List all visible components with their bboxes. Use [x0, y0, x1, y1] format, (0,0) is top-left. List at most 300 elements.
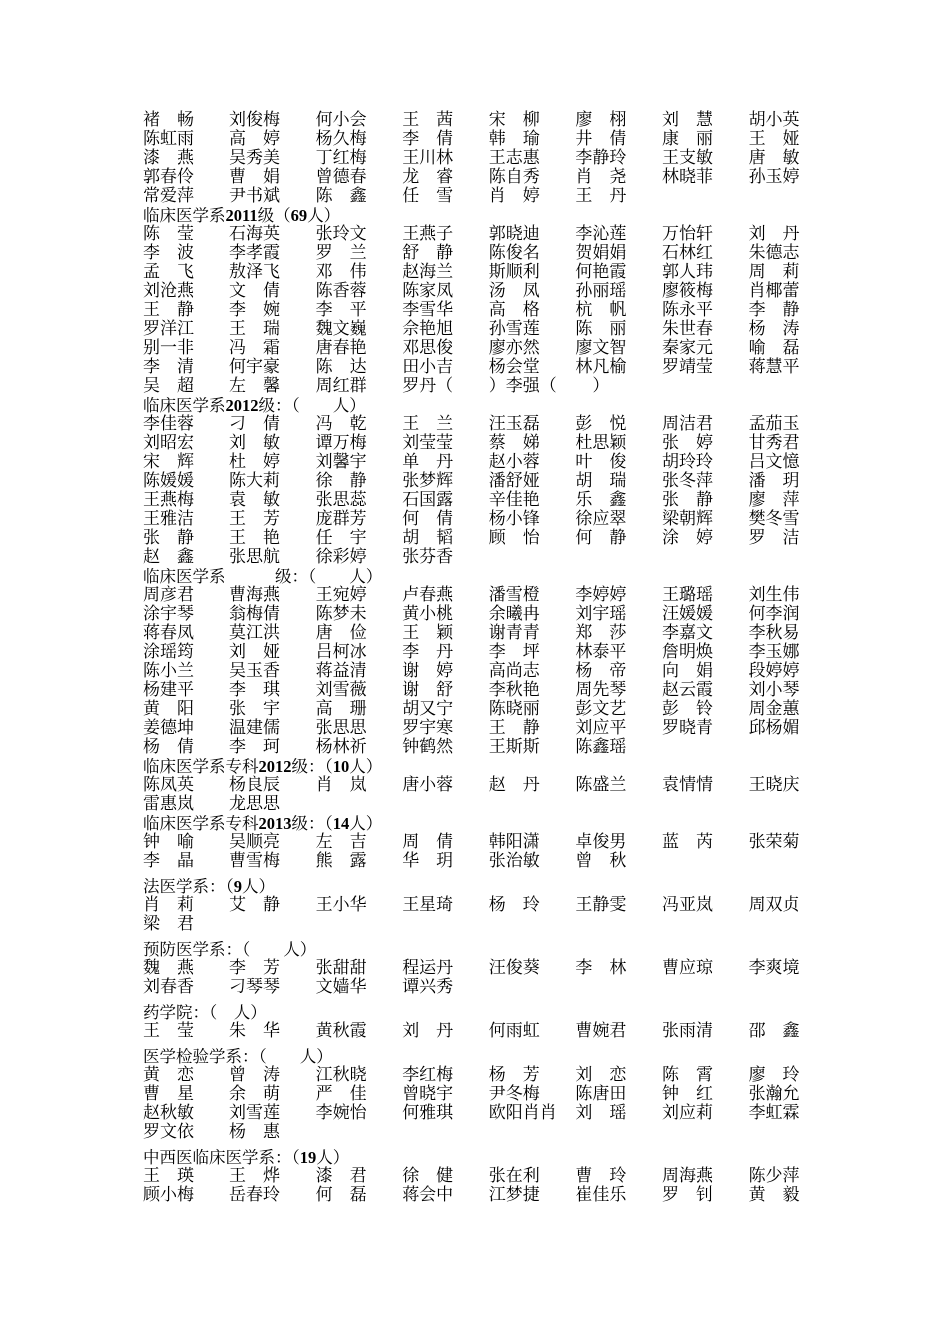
name-cell: 王璐瑶 [661, 585, 713, 605]
heading-suffix: 人） [316, 567, 383, 586]
name-row [143, 915, 813, 934]
name-cell: 张思航 [229, 547, 280, 567]
name-cell: 韩阳潇 [488, 832, 540, 852]
name-row [143, 548, 813, 567]
name-cell: 张 静 [661, 490, 713, 510]
name-cell: 涂瑶筠 [143, 642, 194, 662]
name-row [143, 978, 813, 997]
name-cell: 李 婉 [229, 300, 280, 320]
name-cell: 王 瑞 [229, 319, 280, 339]
name-row [143, 244, 813, 263]
name-cell: 黄 阳 [143, 699, 194, 719]
name-cell: 蒋益清 [315, 661, 367, 681]
name-row [143, 434, 813, 453]
name-cell: 黄 毅 [748, 1185, 800, 1205]
name-row [143, 282, 813, 301]
name-cell: 周洁君 [661, 414, 713, 434]
name-cell: 陈 达 [315, 357, 367, 377]
name-cell: 王 兰 [402, 414, 454, 434]
name-cell: 何 磊 [315, 1185, 367, 1205]
name-cell: 蒋春凤 [143, 623, 194, 643]
name-cell: 何雅琪 [402, 1103, 454, 1123]
heading-prefix: 医学检验学系：（ [143, 1047, 267, 1066]
name-cell: 刘 恋 [575, 1065, 627, 1085]
name-cell: 蒋会中 [402, 1185, 454, 1205]
name-cell: 唐 敏 [748, 148, 800, 168]
heading-middle: 级（ [257, 206, 291, 225]
heading-prefix: 中西医临床医学系：（ [143, 1148, 300, 1167]
name-cell: 孟 飞 [143, 262, 194, 282]
name-cell: 廖 栩 [575, 110, 627, 130]
name-cell: 余 萌 [229, 1084, 280, 1104]
name-cell: 曹海燕 [229, 585, 280, 605]
name-cell: 王 丹 [575, 186, 627, 206]
name-cell: 徐 健 [402, 1166, 454, 1186]
name-cell: 李玉娜 [748, 642, 800, 662]
name-row [143, 168, 813, 187]
name-cell: 李秋艳 [488, 680, 540, 700]
name-cell: 黄秋霞 [315, 1021, 367, 1041]
name-cell: 顾 怡 [488, 528, 540, 548]
name-cell: 何 倩 [402, 509, 454, 529]
name-cell: 朱世春 [661, 319, 713, 339]
name-cell: 何雨虹 [488, 1021, 540, 1041]
name-cell: 艾 静 [229, 895, 280, 915]
name-cell: 王小华 [315, 895, 367, 915]
heading-count: 69 [290, 206, 308, 225]
name-row [143, 1104, 813, 1123]
name-cell: 张在利 [488, 1166, 540, 1186]
name-row [143, 187, 813, 206]
name-cell: 梁朝辉 [661, 509, 713, 529]
name-cell: 王 莹 [143, 1021, 194, 1041]
name-cell: 陈香蓉 [315, 281, 367, 301]
name-cell: 杨 玲 [488, 895, 540, 915]
name-row [143, 586, 813, 605]
heading-suffix: 人） [349, 757, 383, 776]
name-cell: 李 静 [748, 300, 800, 320]
name-row [143, 358, 813, 377]
name-cell: 王静雯 [575, 895, 627, 915]
name-cell: 漆 燕 [143, 148, 194, 168]
name-cell: 周 倩 [402, 832, 454, 852]
name-cell: 李嘉文 [661, 623, 713, 643]
name-row [143, 959, 813, 978]
name-cell: 高 珊 [315, 699, 367, 719]
name-cell: 刘宇瑶 [575, 604, 627, 624]
name-cell: 罗靖莹 [661, 357, 713, 377]
name-cell: 孟茄玉 [748, 414, 800, 434]
name-cell: 田小吉 [402, 357, 454, 377]
name-cell: 李沁莲 [575, 224, 627, 244]
name-cell: 杨会堂 [488, 357, 540, 377]
name-cell: 陈 莹 [143, 224, 194, 244]
name-cell: 高尚志 [488, 661, 540, 681]
name-cell: 王星琦 [402, 895, 454, 915]
name-cell: 顾小梅 [143, 1185, 194, 1205]
name-cell: 文 倩 [229, 281, 280, 301]
name-cell: 蓝 芮 [661, 832, 713, 852]
name-cell: 陈自秀 [488, 167, 540, 187]
name-cell: 冯亚岚 [661, 895, 713, 915]
name-cell: 莫江洪 [229, 623, 280, 643]
name-cell: 彭文艺 [575, 699, 627, 719]
name-cell: 刘 娅 [229, 642, 280, 662]
name-row [143, 491, 813, 510]
name-cell: 肖 岚 [315, 775, 367, 795]
name-cell: 陈媛媛 [143, 471, 194, 491]
name-cell: 罗文依 [143, 1122, 194, 1142]
heading-grade: 2013 [258, 814, 292, 833]
name-cell: 王 静 [488, 718, 540, 738]
name-cell: 石国露 [402, 490, 454, 510]
name-cell: 潘雪橙 [488, 585, 540, 605]
section-heading [143, 877, 813, 896]
name-row [143, 700, 813, 719]
name-cell: 李 平 [315, 300, 367, 320]
name-cell: 秦家元 [661, 338, 713, 358]
name-cell: 赵小蓉 [488, 452, 540, 472]
name-cell: 吕柯冰 [315, 642, 367, 662]
name-cell: 唐 俭 [315, 623, 367, 643]
section-heading [143, 396, 813, 415]
heading-count: 14 [332, 814, 350, 833]
name-cell: 曹应琼 [661, 958, 713, 978]
name-cell: 华 玥 [402, 851, 454, 871]
name-cell: 林泰平 [575, 642, 627, 662]
name-cell: 王燕子 [402, 224, 454, 244]
name-cell: 杨建平 [143, 680, 194, 700]
name-cell: 罗 兰 [315, 243, 367, 263]
name-cell: 王燕梅 [143, 490, 194, 510]
name-cell: 张冬萍 [661, 471, 713, 491]
name-cell: 杨林祈 [315, 737, 367, 757]
name-row [143, 472, 813, 491]
name-cell: 杜 婷 [229, 452, 280, 472]
name-cell: 刘春香 [143, 977, 194, 997]
name-cell: 王宛婷 [315, 585, 367, 605]
name-cell: 李 波 [143, 243, 194, 263]
name-cell: 张思思 [315, 718, 367, 738]
name-cell: 蔡 娣 [488, 433, 540, 453]
name-row [143, 377, 813, 396]
name-cell: 刘 丹 [402, 1021, 454, 1041]
name-cell: 周海燕 [661, 1166, 713, 1186]
name-cell: 唐春艳 [315, 338, 367, 358]
name-cell: 魏文巍 [315, 319, 367, 339]
name-cell: 刘 敏 [229, 433, 280, 453]
name-cell: 井 倩 [575, 129, 627, 149]
name-cell: 李爽境 [748, 958, 800, 978]
name-cell: 赵海兰 [402, 262, 454, 282]
name-cell: 杭 帆 [575, 300, 627, 320]
name-cell: 唐小蓉 [402, 775, 454, 795]
name-cell: 杨 帝 [575, 661, 627, 681]
heading-prefix: 临床医学系 [143, 396, 226, 415]
name-cell: 徐 静 [315, 471, 367, 491]
name-row [143, 415, 813, 434]
name-cell: 贺娟娟 [575, 243, 627, 263]
name-cell: 李 坪 [488, 642, 540, 662]
name-cell: 张芬香 [402, 547, 454, 567]
name-cell: 王 瑛 [143, 1166, 194, 1186]
heading-middle: 级：（ [225, 567, 317, 586]
name-cell: 庞群芳 [315, 509, 367, 529]
name-cell: 斯顺利 [488, 262, 540, 282]
name-cell: 谭兴秀 [402, 977, 454, 997]
name-cell: 陈盛兰 [575, 775, 627, 795]
name-cell: 陈梦未 [315, 604, 367, 624]
name-cell: 涂 婷 [661, 528, 713, 548]
name-cell: 佘艳旭 [402, 319, 454, 339]
name-cell: 刁 倩 [229, 414, 280, 434]
name-cell: 王晓庆 [748, 775, 800, 795]
name-cell: 彭 铃 [661, 699, 713, 719]
name-cell: 邵 鑫 [748, 1021, 800, 1041]
name-cell: 胡又宁 [402, 699, 454, 719]
name-cell: 张甜甜 [315, 958, 367, 978]
name-cell: 李静玲 [575, 148, 627, 168]
name-row [143, 624, 813, 643]
name-row [143, 1167, 813, 1186]
name-cell: 何 静 [575, 528, 627, 548]
heading-suffix: 人） [250, 940, 317, 959]
name-cell: 吕文憶 [748, 452, 800, 472]
name-cell: 何宇豪 [229, 357, 280, 377]
name-cell: 曹 玲 [575, 1166, 627, 1186]
section-heading [143, 206, 813, 225]
name-cell: 褚 畅 [143, 110, 194, 130]
name-cell: 陈家凤 [402, 281, 454, 301]
name-cell: 钟鹤然 [402, 737, 454, 757]
name-cell: 谢 婷 [402, 661, 454, 681]
name-cell: 李虹霖 [748, 1103, 800, 1123]
name-cell: 李秋易 [748, 623, 800, 643]
name-cell: 王 颖 [402, 623, 454, 643]
heading-suffix: 人） [266, 1047, 333, 1066]
name-cell: 江梦捷 [488, 1185, 540, 1205]
heading-suffix: 人） [307, 206, 341, 225]
name-cell: 周金蕙 [748, 699, 800, 719]
name-cell: 刘应莉 [661, 1103, 713, 1123]
name-cell: 王 艳 [229, 528, 280, 548]
name-cell: 胡小英 [748, 110, 800, 130]
heading-grade: 2012 [225, 396, 259, 415]
name-cell: 肖椰蕾 [748, 281, 800, 301]
name-row [143, 605, 813, 624]
name-cell: 单 丹 [402, 452, 454, 472]
name-cell: 李 芳 [229, 958, 280, 978]
name-cell: 崔佳乐 [575, 1185, 627, 1205]
name-cell: 段婷婷 [748, 661, 800, 681]
name-cell: 郭人玮 [661, 262, 713, 282]
name-cell: 黄 恋 [143, 1065, 194, 1085]
name-cell: 刘莹莹 [402, 433, 454, 453]
name-cell: 王 茜 [402, 110, 454, 130]
name-cell: 姜德坤 [143, 718, 194, 738]
name-cell: 曾德春 [315, 167, 367, 187]
name-cell: 张 宇 [229, 699, 280, 719]
name-cell: 陈鑫瑶 [575, 737, 627, 757]
name-cell: 肖 婷 [488, 186, 540, 206]
name-cell: 陈唐田 [575, 1084, 627, 1104]
name-cell: 潘 玥 [748, 471, 800, 491]
name-cell: 冯 乾 [315, 414, 367, 434]
name-cell: 郭晓迪 [488, 224, 540, 244]
name-cell: 吴 超 [143, 376, 194, 396]
name-cell: 谢 舒 [402, 680, 454, 700]
name-cell: 王 烨 [229, 1166, 280, 1186]
name-cell: 袁情情 [661, 775, 713, 795]
name-cell: 文嫱华 [315, 977, 367, 997]
name-cell: 梁 君 [143, 914, 194, 934]
name-row [143, 795, 813, 814]
heading-prefix: 预防医学系：（ [143, 940, 251, 959]
name-cell: 陈少萍 [748, 1166, 800, 1186]
name-cell: 万怡轩 [661, 224, 713, 244]
name-cell: 廖亦然 [488, 338, 540, 358]
name-cell: 曹雪梅 [229, 851, 280, 871]
name-cell: 冯 霜 [229, 338, 280, 358]
name-row [143, 339, 813, 358]
name-cell: 周 莉 [748, 262, 800, 282]
name-row [143, 852, 813, 871]
name-cell: 杨小锋 [488, 509, 540, 529]
name-cell: 王雅洁 [143, 509, 194, 529]
name-cell: 郭春伶 [143, 167, 194, 187]
name-cell: 李婷婷 [575, 585, 627, 605]
name-cell: 李 倩 [402, 129, 454, 149]
name-cell: 陈 霄 [661, 1065, 713, 1085]
name-cell: 张梦辉 [402, 471, 454, 491]
name-cell: 龙 睿 [402, 167, 454, 187]
name-row [143, 1066, 813, 1085]
name-cell: 刘应平 [575, 718, 627, 738]
name-cell: 黄小桃 [402, 604, 454, 624]
name-cell: 王 静 [143, 300, 194, 320]
name-cell: 周红群 [315, 376, 367, 396]
name-cell: 魏 燕 [143, 958, 194, 978]
name-cell: 罗宇寒 [402, 718, 454, 738]
name-cell: 余曦冉 [488, 604, 540, 624]
name-cell: 孙雪莲 [488, 319, 540, 339]
name-cell: 赵 丹 [488, 775, 540, 795]
name-cell: 敖泽飞 [229, 262, 280, 282]
name-cell: 廖 萍 [748, 490, 800, 510]
name-cell: 周先琴 [575, 680, 627, 700]
name-cell: 陈晓丽 [488, 699, 540, 719]
name-cell: 康 丽 [661, 129, 713, 149]
name-cell: 胡玲玲 [661, 452, 713, 472]
name-row [143, 111, 813, 130]
name-cell: 欧阳肖肖 [488, 1103, 557, 1123]
name-cell: 杨 涛 [748, 319, 800, 339]
name-cell: 王川林 [402, 148, 454, 168]
name-cell: 李孝霞 [229, 243, 280, 263]
name-cell: 曾 秋 [575, 851, 627, 871]
name-cell: 吴秀美 [229, 148, 280, 168]
name-row [143, 776, 813, 795]
name-cell: 刘小琴 [748, 680, 800, 700]
name-cell: 李红梅 [402, 1065, 454, 1085]
name-cell: 陈 丽 [575, 319, 627, 339]
name-cell: 汪玉磊 [488, 414, 540, 434]
name-cell: 何小会 [315, 110, 367, 130]
name-cell: 刘 慧 [661, 110, 713, 130]
name-cell: 李雪华 [402, 300, 454, 320]
heading-prefix: 临床医学系 [143, 206, 226, 225]
name-cell: 肖 尧 [575, 167, 627, 187]
name-cell: 刁琴琴 [229, 977, 280, 997]
name-row [143, 643, 813, 662]
name-cell: 樊冬雪 [748, 509, 800, 529]
name-cell: 曹 星 [143, 1084, 194, 1104]
name-cell: 陈凤英 [143, 775, 194, 795]
name-cell: 左 吉 [315, 832, 367, 852]
name-cell: 杨 倩 [143, 737, 194, 757]
name-cell: 涂宇琴 [143, 604, 194, 624]
name-cell: 李 晶 [143, 851, 194, 871]
section-heading [143, 1148, 813, 1167]
name-cell: 徐应翠 [575, 509, 627, 529]
name-row [143, 1085, 813, 1104]
name-cell: 邓思俊 [402, 338, 454, 358]
name-cell: 刘雪莲 [229, 1103, 280, 1123]
name-cell: 杨良辰 [229, 775, 280, 795]
name-cell: 蒋慧平 [748, 357, 800, 377]
name-cell: 彭 悦 [575, 414, 627, 434]
heading-suffix: 人） [299, 396, 366, 415]
heading-prefix: 临床医学系专科 [143, 814, 259, 833]
section-heading [143, 567, 813, 586]
name-cell: 汤 凤 [488, 281, 540, 301]
heading-suffix: 人） [316, 1148, 350, 1167]
heading-suffix: 人） [242, 877, 275, 896]
heading-count: 9 [233, 877, 242, 896]
name-cell: 张 婷 [661, 433, 713, 453]
name-cell: 宋 柳 [488, 110, 540, 130]
name-cell: 詹明焕 [661, 642, 713, 662]
name-cell: 宋 辉 [143, 452, 194, 472]
name-cell: 舒 静 [402, 243, 454, 263]
name-cell: 罗 钊 [661, 1185, 713, 1205]
name-cell: 李 丹 [402, 642, 454, 662]
name-cell: 林晓菲 [661, 167, 713, 187]
heading-prefix: 法医学系：（ [143, 877, 234, 896]
name-cell: 任 雪 [402, 186, 454, 206]
name-list-document [143, 111, 813, 1205]
name-row [143, 833, 813, 852]
name-cell: 谭万梅 [315, 433, 367, 453]
name-cell: 何艳霞 [575, 262, 627, 282]
name-cell: 李 琪 [229, 680, 280, 700]
heading-prefix: 临床医学系 [143, 567, 226, 586]
name-cell: 廖 玲 [748, 1065, 800, 1085]
name-cell: 韩 瑜 [488, 129, 540, 149]
name-cell: 赵 鑫 [143, 547, 194, 567]
name-cell: 尹书斌 [229, 186, 280, 206]
name-cell: 朱德志 [748, 243, 800, 263]
name-cell: 温建儒 [229, 718, 280, 738]
name-cell: 吴顺亮 [229, 832, 280, 852]
name-row [143, 301, 813, 320]
name-cell: 严 佳 [315, 1084, 367, 1104]
name-cell: 丁红梅 [315, 148, 367, 168]
heading-suffix: 人） [349, 814, 383, 833]
section-heading [143, 940, 813, 959]
name-cell: ）李强（ [488, 376, 557, 396]
name-row [143, 719, 813, 738]
